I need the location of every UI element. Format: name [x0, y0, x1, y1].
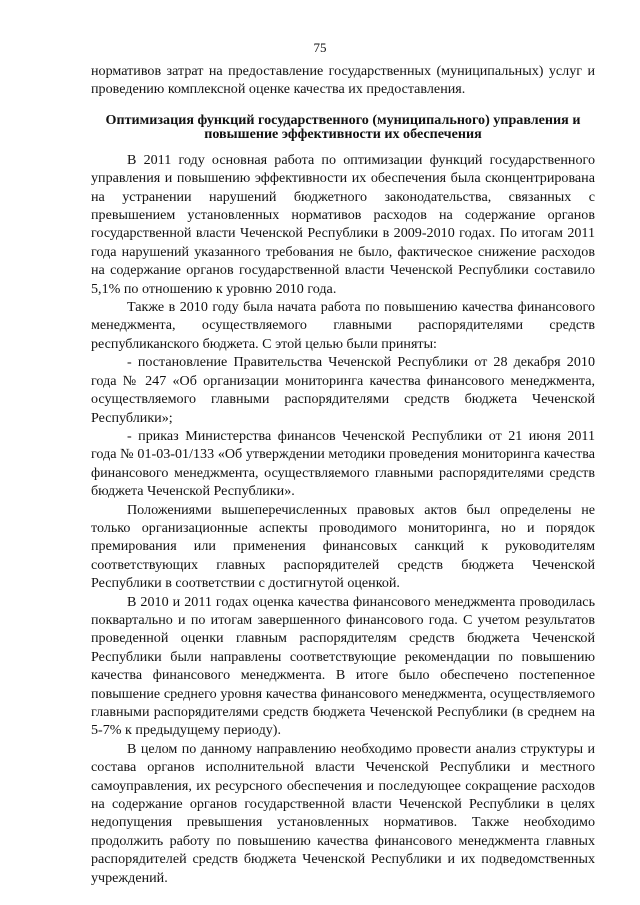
paragraph: Положениями вышеперечисленных правовых актов был определены не только организационные аспекты проводимого мониторинга, но и порядок премирования или применения финансовых санкций к руководителям соответствующих главных распорядителей средств бюджета Чеченской Республики в соответствии с достигнутой оценкой.: [91, 501, 595, 592]
paragraph: В 2011 году основная работа по оптимизации функций государственного управления и повышению эффективности их обеспечения была сконцентрирована на устранении нарушений бюджетного законодательства, связанных с превышением установленных нормативов расходов на содержание органов государственной власти Чеченской Республики в 2009-2010 годах. По итогам 2011 года нарушений указанного требования не было, фактическое снижение расходов на содержание органов государственной власти Чеченской Республики составило 5,1% по отношению к уровню 2010 года.: [91, 151, 595, 297]
paragraph-continuation: нормативов затрат на предоставление государственных (муниципальных) услуг и проведению комплексной оценке качества их предоставления.: [91, 63, 595, 98]
page-number: 75: [313, 40, 327, 55]
paragraph: В целом по данному направлению необходимо провести анализ структуры и состава органов исполнительной власти Чеченской Республики и местного самоуправления, их ресурсного обеспечения и последующее сокращение расходов на содержание органов государственной власти Чеченской Республики в целях недопущения превышения установленных нормативов. Также необходимо продолжить работу по повышению качества финансового менеджмента главных распорядителей средств бюджета Чеченской Республики и их подведомственных учреждений.: [91, 740, 595, 886]
section-heading: Оптимизация функций государственного (муниципального) управления и повышение эффективности их обеспечения: [105, 111, 581, 142]
document-body: [91, 62, 595, 887]
paragraph: Также в 2010 году была начата работа по повышению качества финансового менеджмента, осуществляемого главными распорядителями средств республиканского бюджета. С этой целью были приняты:: [91, 299, 595, 352]
list-item: - постановление Правительства Чеченской Республики от 28 декабря 2010 года № 247 «Об организации мониторинга качества финансового менеджмента, осуществляемого главными распорядителями средств бюджета Чеченской Республики»;: [91, 354, 595, 426]
list-item: - приказ Министерства финансов Чеченской Республики от 21 июня 2011 года № 01-03-01/133 «Об утверждении методики проведения мониторинга качества финансового менеджмента, осуществляемого главными распорядителями средств бюджета Чеченской Республики».: [91, 427, 595, 500]
paragraph: В 2010 и 2011 годах оценка качества финансового менеджмента проводилась поквартально и по итогам завершенного финансового года. С учетом результатов проведенной оценки главным распорядителям средств бюджета Чеченской Республики были направлены соответствующие рекомендации по повышению качества финансового менеджмента. В итоге было обеспечено постепенное повышение среднего уровня качества финансового менеджмента, осуществляемого главными распорядителями средств бюджета Чеченской Республики (в среднем на 5-7% к предыдущему периоду).: [91, 593, 595, 739]
